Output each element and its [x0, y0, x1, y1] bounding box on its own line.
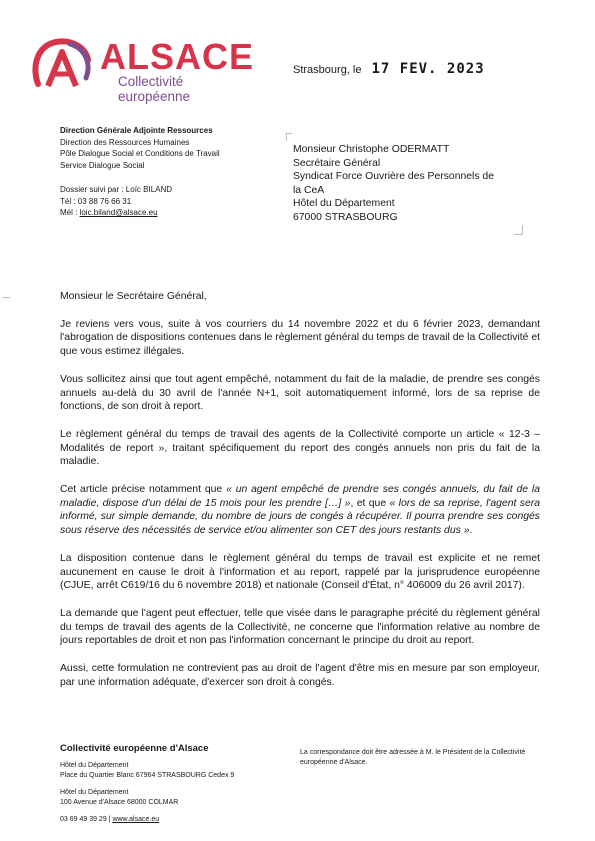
quote-2: « lors de sa reprise, l'agent sera informé, sur simple demande, du nombre de jours de congés à récupérer. Il pourra prendre ses congés sous réserve des nécessités de service et/ou alimenter son CET des jours restants dus »: [60, 497, 540, 537]
footer-addr1-name: Hôtel du Département: [60, 762, 129, 769]
sender-line: Service Dialogue Social: [60, 160, 145, 170]
footer-addr2: 100 Avenue d'Alsace 68000 COLMAR: [60, 799, 179, 806]
recipient-line: Monsieur Christophe ODERMATT: [293, 144, 450, 155]
logo-subtitle: Collectivité européenne: [118, 74, 191, 104]
footer-contact: [60, 815, 234, 825]
body-paragraph: Aussi, cette formulation ne contrevient pas au droit de l'agent d'être mis en mesure par son employeur, par une information adéquate, d'exercer son droit à congés.: [60, 663, 540, 688]
recipient-line: 67000 STRASBOURG: [293, 211, 398, 223]
body-paragraph: La demande que l'agent peut effectuer, telle que visée dans le paragraphe précité du règlement général du temps de travail des agents de la Collectivité, ne concerne que l'information relative au nombre de jours reportables de droit et non pas l'information concernant le principe du droit au report.: [60, 607, 540, 647]
body-paragraph: Je reviens vers vous, suite à vos courriers du 14 novembre 2022 et du 6 février 2023, demandant l'abrogation de dispositions contenues dans le règlement général du temps de travail de la Collectivité et que vous estimez illégales.: [60, 318, 540, 358]
alsace-logo: [30, 36, 255, 104]
body-paragraph: Vous sollicitez ainsi que tout agent empêché, notamment du fait de la maladie, de prendre ses congés annuels au-delà du 30 avril de l'année N+1, soit automatiquement informé, lors de sa reprise de fonctions, de son droit à report.: [60, 373, 540, 413]
sender-mail-link[interactable]: loic.biland@alsace.eu: [79, 208, 158, 217]
sender-line: Pôle Dialogue Social et Conditions de Travail: [60, 149, 220, 158]
quote-end: .: [469, 525, 473, 537]
recipient-line: la CeA: [293, 184, 325, 196]
recipient-address: [293, 143, 533, 224]
scan-mark-left: [2, 297, 10, 298]
body-paragraph: La disposition contenue dans le règlement général du temps de travail est explicite et ne remet aucunement en cause le droit à l'information et au report, rappelé par la jurisprudence européenne (CJUE, arrêt C619/16 du 6 novembre 2018) et nationale (Conseil d'État, n° 406009 du 26 avril 2017).: [60, 552, 540, 592]
recipient-line: Secrétaire Général: [293, 157, 381, 169]
sender-tel: Tél : 03 88 76 66 31: [60, 196, 132, 206]
quote-intro: Cet article précise notamment que: [60, 484, 227, 496]
footer-address: [60, 744, 234, 825]
footer-phone: 03 69 49 39 29 |: [60, 816, 111, 823]
place-label: Strasbourg, le: [293, 64, 362, 76]
sender-followed-by: Dossier suivi par : Loïc BILAND: [60, 185, 173, 194]
alsace-logo-icon: [30, 38, 92, 90]
quote-join: , et que: [350, 497, 390, 509]
date-line: [293, 61, 485, 77]
footer-note: La correspondance doit être adressée à M. le Président de la Collectivité européenne d'Alsace.: [300, 749, 526, 766]
sender-line: Direction des Ressources Humaines: [60, 137, 190, 147]
recipient-line: Hôtel du Département: [293, 198, 395, 209]
recipient-line: Syndicat Force Ouvrière des Personnels de: [293, 171, 494, 182]
sender-mail-row: [60, 207, 220, 219]
scan-mark-corner-top-h: [286, 133, 292, 134]
scan-mark-corner-bottom-h: [514, 234, 523, 235]
letter-body: [60, 290, 540, 703]
sender-block: [60, 125, 220, 219]
footer-org: Collectivité européenne d'Alsace: [60, 743, 209, 754]
quote-1: « un agent empêché de prendre ses congés annuels, du fait de la maladie, dispose d'un délai de 15 mois pour les prendre […] »: [60, 484, 540, 509]
footer-site-link[interactable]: www.alsace.eu: [112, 816, 160, 823]
greeting: Monsieur le Secrétaire Général,: [60, 291, 207, 302]
scan-mark-corner-top: [286, 133, 287, 141]
footer-addr2-name: Hôtel du Département: [60, 789, 129, 796]
logo-wordmark: ALSACE: [100, 36, 255, 77]
body-paragraph: Le règlement général du temps de travail des agents de la Collectivité comporte un article « 12-3 – Modalités de report », traitant spécifiquement du report des congés annuels non pris du fait de la maladie.: [60, 428, 540, 468]
footer-addr1: Place du Quartier Blanc 67964 STRASBOURG Cedex 9: [60, 772, 235, 779]
sender-mail-label: Mél :: [60, 208, 78, 217]
body-paragraph-quote: [60, 483, 540, 538]
scan-mark-corner-bottom: [522, 225, 523, 234]
date-stamp: 17 FEV. 2023: [371, 61, 485, 77]
sender-direction: Direction Générale Adjointe Ressources: [60, 126, 213, 135]
